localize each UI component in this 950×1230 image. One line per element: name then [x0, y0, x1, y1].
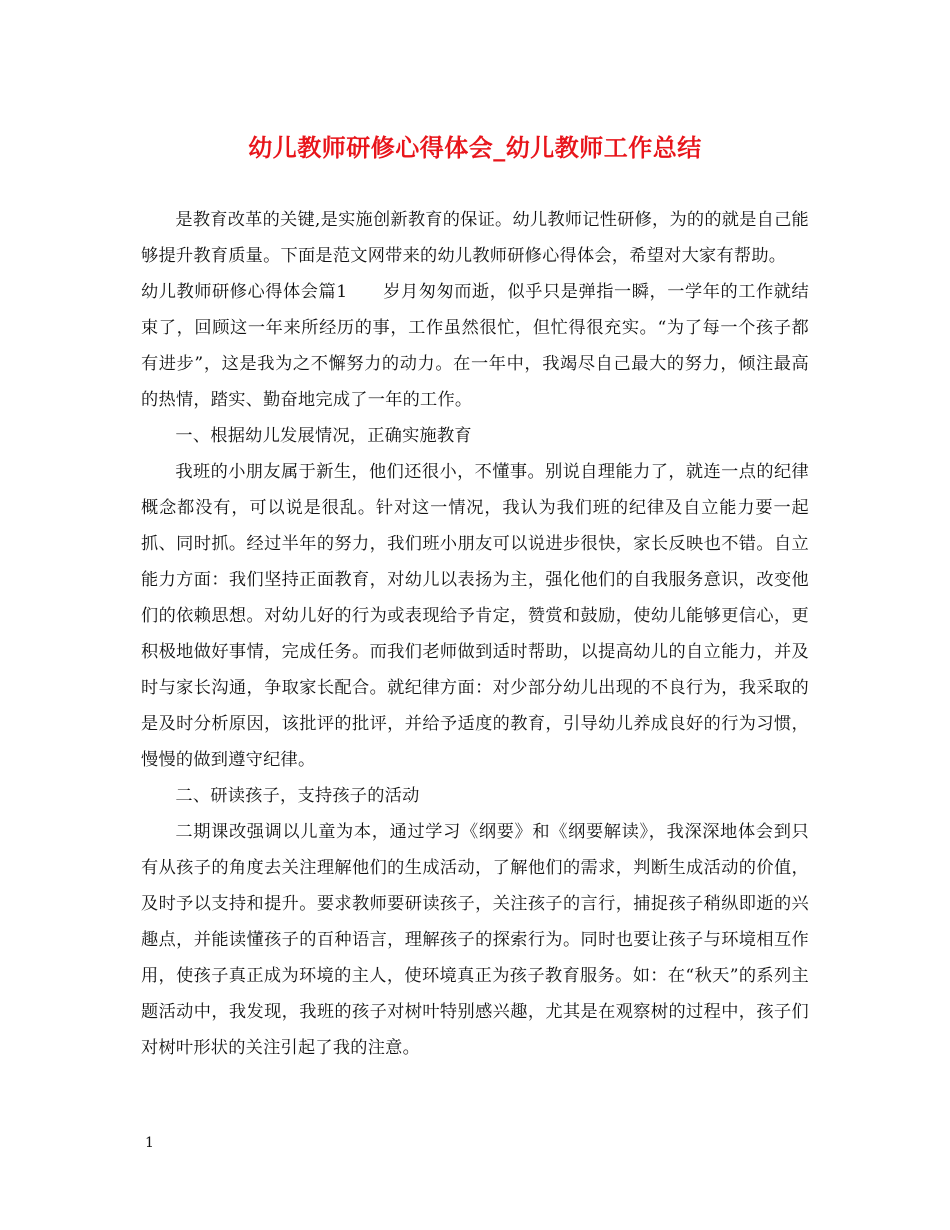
page-title: 幼儿教师研修心得体会_幼儿教师工作总结 [248, 133, 702, 162]
page-number: 1 [145, 1135, 154, 1151]
section-heading-2: 二、研读孩子，支持孩子的活动 [175, 786, 420, 806]
paragraph-section-2-body: 二期课改强调以儿童为本，通过学习《纲要》和《纲要解读》，我深深地体会到只有从孩子的角度去关注理解他们的生成活动，了解他们的需求，判断生成活动的价值，及时予以支持和提升。要求教师要研读孩子，关注孩子的言行，捕捉孩子稍纵即逝的兴趣点，并能读懂孩子的百种语言，理解孩子的探索行为。同时也要让孩子与环境相互作用，使孩子真正成为环境的主人，使环境真正为孩子教育服务。如：在“秋天”的系列主题活动中，我发现，我班的孩子对树叶特别感兴趣，尤其是在观察树的过程中，孩子们对树叶形状的关注引起了我的注意。 [141, 822, 809, 1058]
paragraph-section-1-body: 我班的小朋友属于新生，他们还很小，不懂事。别说自理能力了，就连一点的纪律概念都没有，可以说是很乱。针对这一情况，我认为我们班的纪律及自立能力要一起抓、同时抓。经过半年的努力，我们班小朋友可以说进步很快，家长反映也不错。自立能力方面：我们坚持正面教育，对幼儿以表扬为主，强化他们的自我服务意识，改变他们的依赖思想。对幼儿好的行为或表现给予肯定，赞赏和鼓励，使幼儿能够更信心，更积极地做好事情，完成任务。而我们老师做到适时帮助，以提高幼儿的自立能力，并及时与家长沟通，争取家长配合。就纪律方面：对少部分幼儿出现的不良行为，我采取的是及时分析原因，该批评的批评，并给予适度的教育，引导幼儿养成良好的行为习惯，慢慢的做到遵守纪律。 [141, 462, 809, 770]
paragraph-article-1-opening: 幼儿教师研修心得体会篇1 岁月匆匆而逝，似乎只是弹指一瞬，一学年的工作就结束了，回顾这一年来所经历的事，工作虽然很忙，但忙得很充实。“为了每一个孩子都有进步”，这是我为之不懈努力的动力。在一年中，我竭尽自己最大的努力，倾注最高的热情，踏实、勤奋地完成了一年的工作。 [141, 282, 809, 410]
document-body [141, 202, 809, 1066]
paragraph-intro: 是教育改革的关键,是实施创新教育的保证。幼儿教师记性研修，为的的就是自己能够提升教育质量。下面是范文网带来的幼儿教师研修心得体会，希望对大家有帮助。 [141, 210, 809, 266]
section-heading-1: 一、根据幼儿发展情况，正确实施教育 [175, 426, 472, 446]
